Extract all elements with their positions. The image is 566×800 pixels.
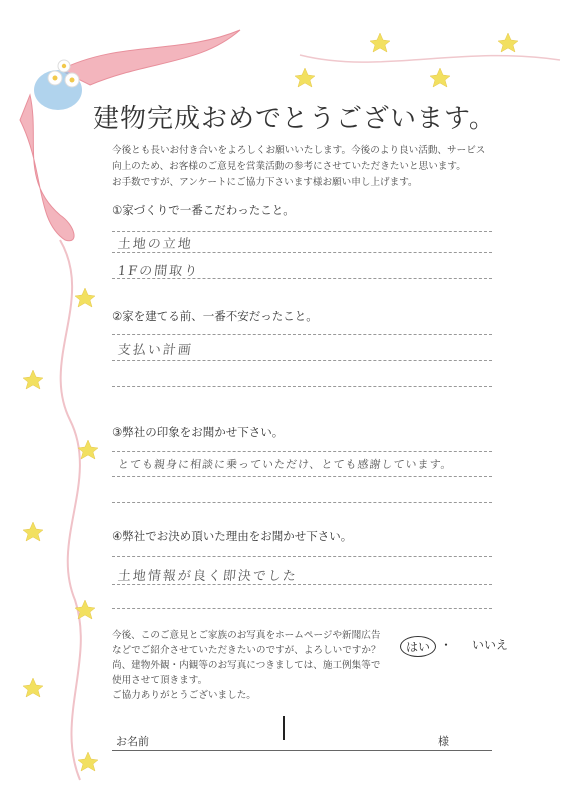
answer-line	[112, 278, 492, 279]
question-3-answer-1[interactable]: とても親身に相談に乗っていただけ、とても感謝しています。	[117, 458, 454, 471]
consent-line: 使用させて頂きます。	[112, 675, 208, 686]
choice-separator: ・	[440, 638, 453, 652]
answer-line	[112, 252, 492, 253]
question-4-answer-1[interactable]: 土地情報が良く即決でした	[117, 569, 299, 584]
name-field-line[interactable]	[112, 750, 492, 751]
name-label: お名前	[116, 735, 149, 748]
question-3-label: ③弊社の印象をお聞かせ下さい。	[112, 425, 284, 439]
intro-line: 今後とも長いお付き合いをよろしくお願いいたします。今後のより良い活動、サービス	[112, 145, 486, 156]
answer-line	[112, 608, 492, 609]
choice-no[interactable]: いいえ	[472, 638, 509, 652]
answer-line	[112, 360, 492, 361]
intro-line: お手数ですが、アンケートにご協力下さいます様お願い申し上げます。	[112, 177, 418, 188]
answer-line	[112, 556, 492, 557]
page-title: 建物完成おめでとうございます。	[93, 104, 496, 134]
text-cursor	[283, 716, 285, 740]
consent-line: などでご紹介させていただきたいのですが、よろしいですか？	[112, 645, 381, 656]
question-1-answer-1[interactable]: 土地の立地	[117, 237, 194, 252]
answer-line	[112, 334, 492, 335]
answer-line	[112, 476, 492, 477]
question-1-answer-2[interactable]: 1Fの間取り	[117, 264, 200, 279]
answer-line	[112, 231, 492, 232]
answer-line	[112, 451, 492, 452]
question-2-label: ②家を建てる前、一番不安だったこと。	[112, 309, 318, 323]
answer-line	[112, 584, 492, 585]
choice-yes-circled[interactable]: はい	[400, 636, 436, 657]
intro-line: 向上のため、お客様のご意見を営業活動の参考にさせていただきたいと思います。	[112, 161, 466, 172]
intro-text	[112, 143, 485, 191]
answer-line	[112, 502, 492, 503]
consent-line: ご協力ありがとうございました。	[112, 690, 256, 701]
question-2-answer-1[interactable]: 支払い計画	[117, 343, 194, 358]
question-1-label: ①家づくりで一番こだわったこと。	[112, 203, 295, 217]
consent-text	[112, 628, 381, 703]
consent-line: 尚、建物外観・内観等のお写真につきましては、施工例集等で	[112, 660, 381, 671]
honorific-label: 様	[438, 735, 449, 748]
consent-line: 今後、このご意見とご家族のお写真をホームページや新聞広告	[112, 630, 381, 641]
question-4-label: ④弊社でお決め頂いた理由をお聞かせ下さい。	[112, 529, 353, 543]
answer-line	[112, 386, 492, 387]
